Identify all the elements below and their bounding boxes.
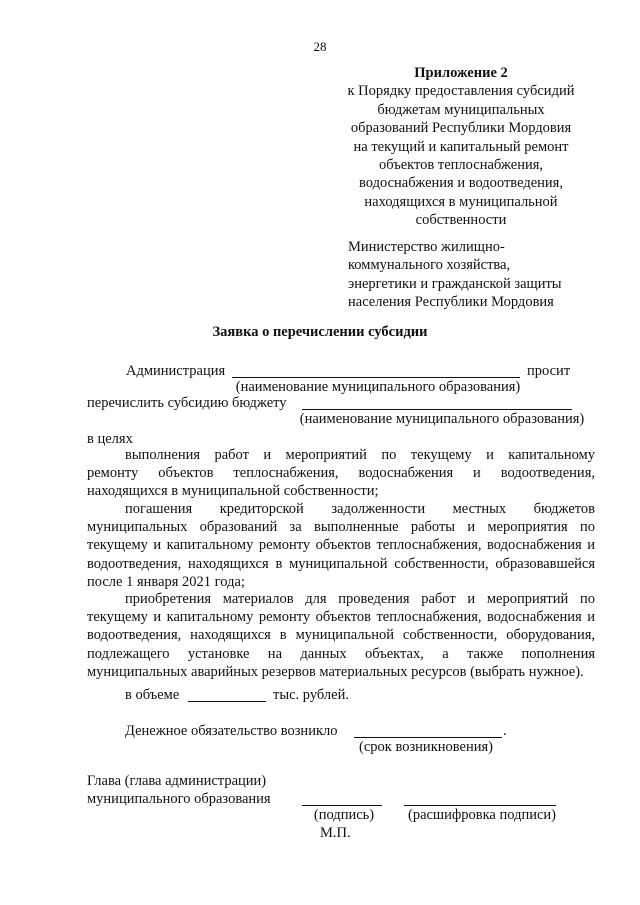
purpose-item-2-rest: муниципальных образований за выполненные работы и мероприятия по текущему и капитальному ремонту объектов теплоснабжения, водоснабжения и водоотведения, находящихся в муниципальной собственности, образовавшейся после 1 января 2021 года;	[87, 519, 595, 591]
asks-label: просит	[527, 363, 571, 379]
recipient-line: Министерство жилищно-	[348, 239, 505, 255]
appendix-line: находящихся в муниципальной	[364, 193, 558, 210]
recipient-line: населения Республики Мордовия	[348, 294, 554, 311]
item-3-text-start: приобретения материалов для проведения работ и мероприятий по	[125, 591, 595, 607]
recipient-line: энергетики и гражданской защиты	[348, 275, 562, 292]
obligation-label: Денежное обязательство возникло	[125, 723, 338, 739]
appendix-line: бюджетам муниципальных	[377, 101, 545, 118]
head-title-line-2: муниципального образования	[87, 791, 271, 807]
item-1-text-start: выполнения работ и мероприятий по текущему и капитальному	[125, 447, 595, 463]
purpose-item-3-rest: текущему и капитальному ремонту объектов теплоснабжения, водоснабжения и водоотведения, находящихся в муниципальной собственности, оборудования, подлежащего установке на данных объектах, а также пополнения муниципальных аварийных резервов материальных ресурсов (выбрать нужное).	[87, 609, 595, 681]
purpose-item-2-first-line	[87, 500, 595, 518]
appendix-line: объектов теплоснабжения,	[378, 157, 544, 174]
head-title-line-1: Глава (глава администрации)	[87, 773, 267, 789]
document-title: Заявка о перечислении субсидии	[212, 324, 428, 340]
hint-decoding: (расшифровка подписи)	[407, 807, 557, 823]
volume-prefix: в объеме	[125, 687, 180, 703]
volume-suffix: тыс. рублей.	[273, 687, 349, 703]
stamp-placeholder: М.П.	[320, 825, 351, 841]
purpose-item-1-rest: ремонту объектов теплоснабжения, водоснабжения и водоотведения, находящихся в муниципальной собственности;	[87, 465, 595, 500]
hint-municipality-2: (наименование муниципального образования)	[299, 411, 585, 427]
recipient-line: коммунального хозяйства,	[348, 257, 511, 274]
appendix-line: водоснабжения и водоотведения,	[359, 175, 563, 192]
purpose-label: в целях	[87, 431, 133, 447]
hint-signature: (подпись)	[313, 807, 375, 823]
purpose-item-1-first-line	[87, 446, 595, 464]
purpose-item-3-first-line	[87, 590, 595, 608]
recipient-block	[348, 238, 598, 312]
volume-amount-field[interactable]	[188, 701, 266, 702]
admin-label: Администрация	[126, 363, 226, 379]
transfer-label: перечислить субсидию бюджету	[87, 395, 287, 411]
appendix-line: к Порядку предоставления субсидий	[347, 83, 575, 100]
hint-term: (срок возникновения)	[359, 739, 493, 755]
appendix-title: Приложение 2	[414, 65, 508, 81]
appendix-line: на текущий и капитальный ремонт	[353, 138, 569, 155]
page-number: 28	[313, 39, 327, 54]
obligation-end-mark: .	[503, 723, 507, 739]
appendix-header	[330, 64, 592, 230]
hint-municipality: (наименование муниципального образования)	[235, 379, 521, 395]
item-2-text-start: погашения кредиторской задолженности местных бюджетов	[125, 501, 595, 517]
appendix-line: собственности	[415, 212, 507, 229]
appendix-line: образований Республики Мордовия	[350, 120, 572, 137]
